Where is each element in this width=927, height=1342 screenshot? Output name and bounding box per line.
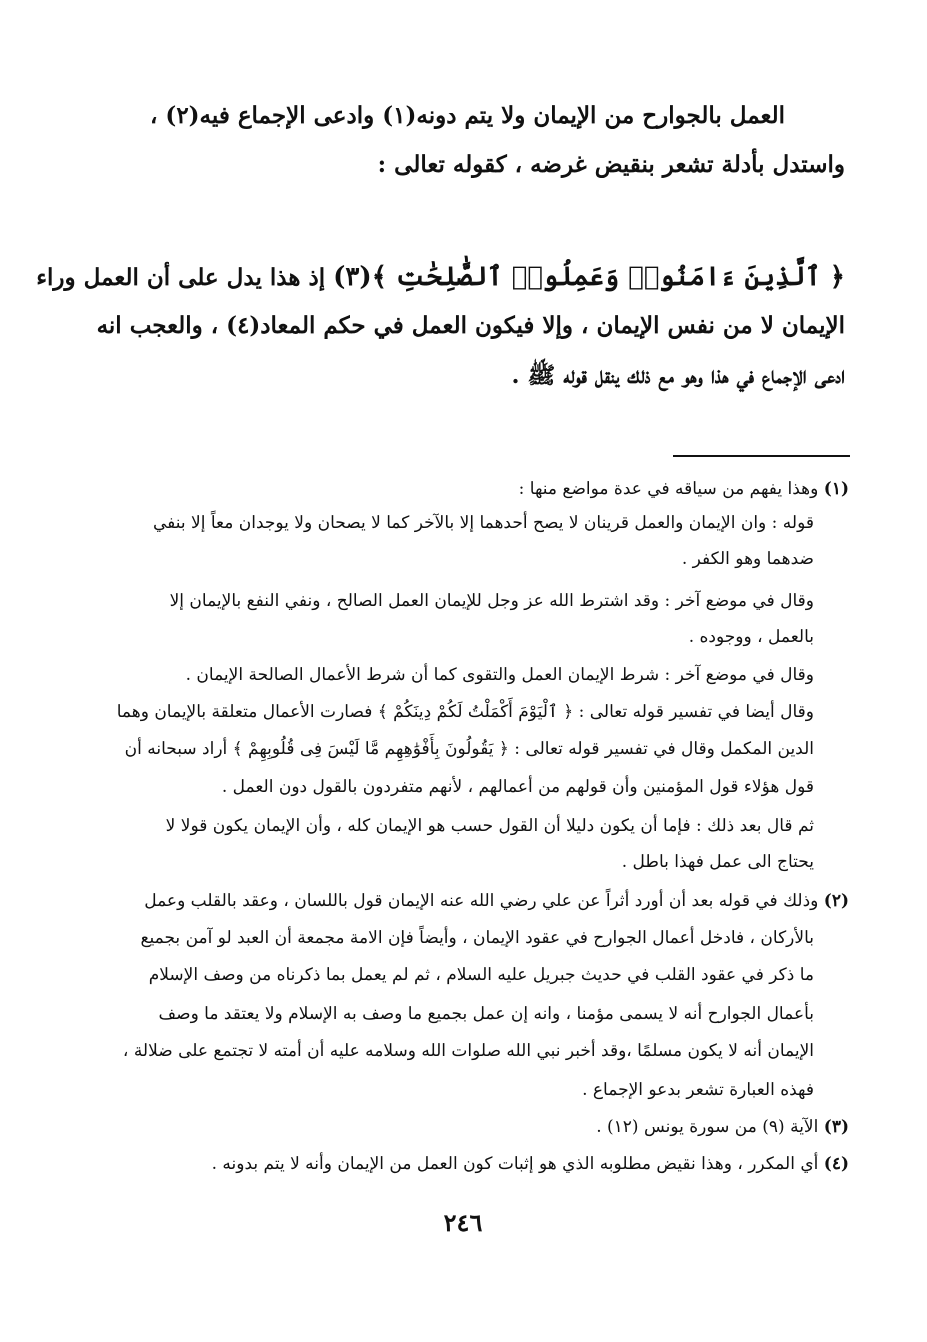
footnote-line: يحتاج الى عمل فهذا باطل . bbox=[621, 852, 814, 872]
footnote-line: الدين المكمل وقال في تفسير قوله تعالى : ﴿ يَقُولُونَ بِأَفْوَٰهِهِم مَّا لَيْسَ فِى قُلُوبِهِمْ ﴾ أراد سبحانه أن bbox=[124, 739, 814, 759]
footnote-separator bbox=[673, 455, 850, 457]
main-text-line: الإيمان لا من نفس الإيمان ، وإلا فيكون العمل في حكم المعاد(٤) ، والعجب انه bbox=[96, 312, 845, 339]
footnote-line: بالعمل ، ووجوده . bbox=[688, 627, 814, 647]
footnote-line: وقال في موضع آخر : شرط الإيمان العمل والتقوى كما أن شرط الأعمال الصالحة الإيمان . bbox=[185, 665, 814, 685]
footnote-marker: (٤) bbox=[823, 1154, 849, 1174]
footnote-text: وذلك في قوله بعد أن أورد أثراً عن علي رضي الله عنه الإيمان قول باللسان ، وعقد بالقلب وعمل bbox=[144, 891, 824, 911]
footnote-4 bbox=[144, 1149, 849, 1179]
footnote-line: الإيمان أنه لا يكون مسلمًا ،وقد أخبر نبي الله صلوات الله وسلامه عليه أن أمته لا تجتمع على ضلالة ، bbox=[122, 1041, 814, 1061]
footnote-line: قوله : وان الإيمان والعمل قرينان لا يصح أحدهما إلا بالآخر كما لا يصحان ولا يوجدان معاً إلا بنفي bbox=[153, 513, 814, 533]
quran-verse: ﴿ ٱلَّذِينَ ءَامَنُوا۟ وَعَمِلُوا۟ ٱلصَّٰلِحَٰتِ ﴾(٣) bbox=[333, 262, 845, 292]
footnote-1 bbox=[149, 474, 849, 504]
footnote-3 bbox=[144, 1112, 849, 1142]
footnote-line: فهذه العبارة تشعر بدعو الإجماع . bbox=[582, 1080, 814, 1100]
footnote-text: أي المكرر ، وهذا نقيض مطلوبه الذي هو إثبات كون العمل من الإيمان وأنه لا يتم بدونه . bbox=[211, 1154, 824, 1174]
footnote-marker: (١) bbox=[823, 479, 849, 499]
main-text-line: العمل بالجوارح من الإيمان ولا يتم دونه(١) وادعى الإجماع فيه(٢) ، bbox=[149, 102, 785, 129]
footnote-text: الآية (٩) من سورة يونس (١٢) . bbox=[596, 1117, 824, 1137]
footnote-line: ما ذكر في عقود القلب في حديث جبريل عليه السلام ، ثم لم يعمل بما ذكرناه من وصف الإسلام bbox=[148, 965, 814, 985]
footnote-line: ثم قال بعد ذلك : فإما أن يكون دليلا أن القول حسب هو الإيمان كله ، وأن الإيمان يكون قولا لا bbox=[165, 816, 814, 836]
main-text-line bbox=[36, 259, 845, 296]
main-text-line: واستدل بأدلة تشعر بنقيض غرضه ، كقوله تعالى : bbox=[377, 151, 845, 178]
footnote-line: وقال أيضا في تفسير قوله تعالى : ﴿ ٱلْيَوْمَ أَكْمَلْتُ لَكُمْ دِينَكُمْ ﴾ فصارت الأعمال متعلقة بالإيمان وهما bbox=[116, 702, 814, 722]
footnote-marker: (٢) bbox=[823, 891, 849, 911]
footnote-line: بأعمال الجوارح أنه لا يسمى مؤمنا ، وانه إن عمل بجميع ما وصف به الإسلام ولا يعتقد ما وصف bbox=[158, 1004, 814, 1024]
footnote-line: بالأركان ، فادخل أعمال الجوارح في عقود الإيمان ، وأيضاً فإن الامة مجمعة أن العبد لو آمن بجميع bbox=[140, 928, 814, 948]
main-text-line: ادعى الإجماع في هذا وهو مع ذلك ينقل قوله ﷺ . bbox=[511, 362, 845, 389]
footnote-2 bbox=[144, 886, 849, 916]
footnote-line: ضدهما وهو الكفر . bbox=[681, 549, 814, 569]
page-number: ٢٤٦ bbox=[443, 1208, 483, 1237]
footnote-line: قول هؤلاء قول المؤمنين وأن قولهم من أعمالهم ، لأنهم متفردون بالقول دون العمل . bbox=[221, 777, 814, 797]
footnote-text: وهذا يفهم من سياقه في عدة مواضع منها : bbox=[518, 479, 824, 499]
footnote-marker: (٣) bbox=[823, 1117, 849, 1137]
main-text-span: إذ هذا يدل على أن العمل وراء bbox=[36, 264, 334, 291]
footnote-line: وقال في موضع آخر : وقد اشترط الله عز وجل للإيمان العمل الصالح ، ونفي النفع بالإيمان إلا bbox=[169, 591, 814, 611]
